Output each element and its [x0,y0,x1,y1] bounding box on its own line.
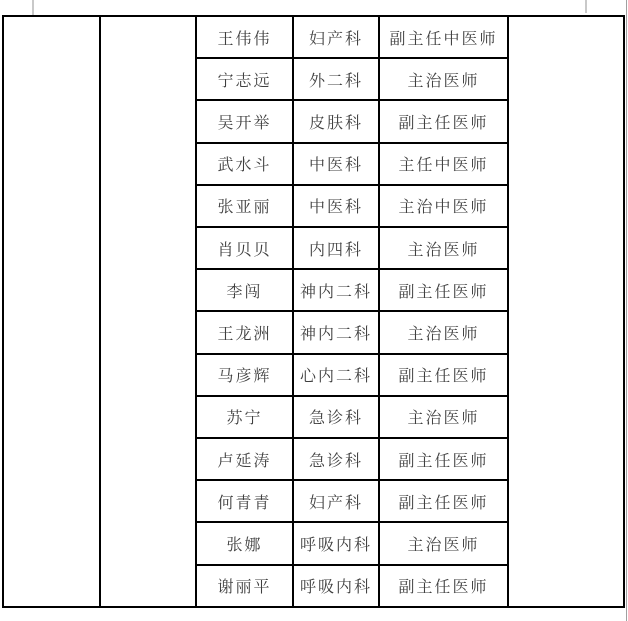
name-cell: 肖贝贝 [196,227,293,269]
name-cell: 吴开举 [196,100,293,142]
title-cell: 主任中医师 [379,143,508,185]
title-cell: 副主任中医师 [379,16,508,58]
department-cell: 妇产科 [293,480,379,522]
title-cell: 副主任医师 [379,438,508,480]
department-cell: 神内二科 [293,269,379,311]
title-cell: 主治医师 [379,227,508,269]
title-cell: 主治中医师 [379,185,508,227]
merged-empty-cell-left-1 [3,16,100,607]
name-cell: 宁志远 [196,58,293,100]
title-cell: 主治医师 [379,58,508,100]
title-cell: 副主任医师 [379,480,508,522]
department-cell: 内四科 [293,227,379,269]
department-cell: 中医科 [293,143,379,185]
name-cell: 马彦辉 [196,354,293,396]
table-row [3,16,624,58]
department-cell: 皮肤科 [293,100,379,142]
top-left-grid-stub-line [32,0,34,15]
merged-empty-cell-right [508,16,624,607]
name-cell: 王龙洲 [196,311,293,353]
title-cell: 副主任医师 [379,565,508,607]
department-cell: 急诊科 [293,438,379,480]
top-right-grid-stub-line [585,0,587,13]
name-cell: 卢延涛 [196,438,293,480]
name-cell: 何青青 [196,480,293,522]
name-cell: 苏宁 [196,396,293,438]
department-cell: 妇产科 [293,16,379,58]
staff-table [2,15,625,608]
name-cell: 李闯 [196,269,293,311]
department-cell: 呼吸内科 [293,522,379,564]
department-cell: 中医科 [293,185,379,227]
name-cell: 谢丽平 [196,565,293,607]
department-cell: 神内二科 [293,311,379,353]
name-cell: 武水斗 [196,143,293,185]
title-cell: 副主任医师 [379,269,508,311]
title-cell: 主治医师 [379,522,508,564]
title-cell: 副主任医师 [379,100,508,142]
title-cell: 主治医师 [379,311,508,353]
department-cell: 心内二科 [293,354,379,396]
department-cell: 急诊科 [293,396,379,438]
merged-empty-cell-left-2 [100,16,196,607]
name-cell: 张娜 [196,522,293,564]
page-right-edge-line [626,0,627,621]
title-cell: 主治医师 [379,396,508,438]
department-cell: 外二科 [293,58,379,100]
name-cell: 张亚丽 [196,185,293,227]
name-cell: 王伟伟 [196,16,293,58]
department-cell: 呼吸内科 [293,565,379,607]
title-cell: 副主任医师 [379,354,508,396]
